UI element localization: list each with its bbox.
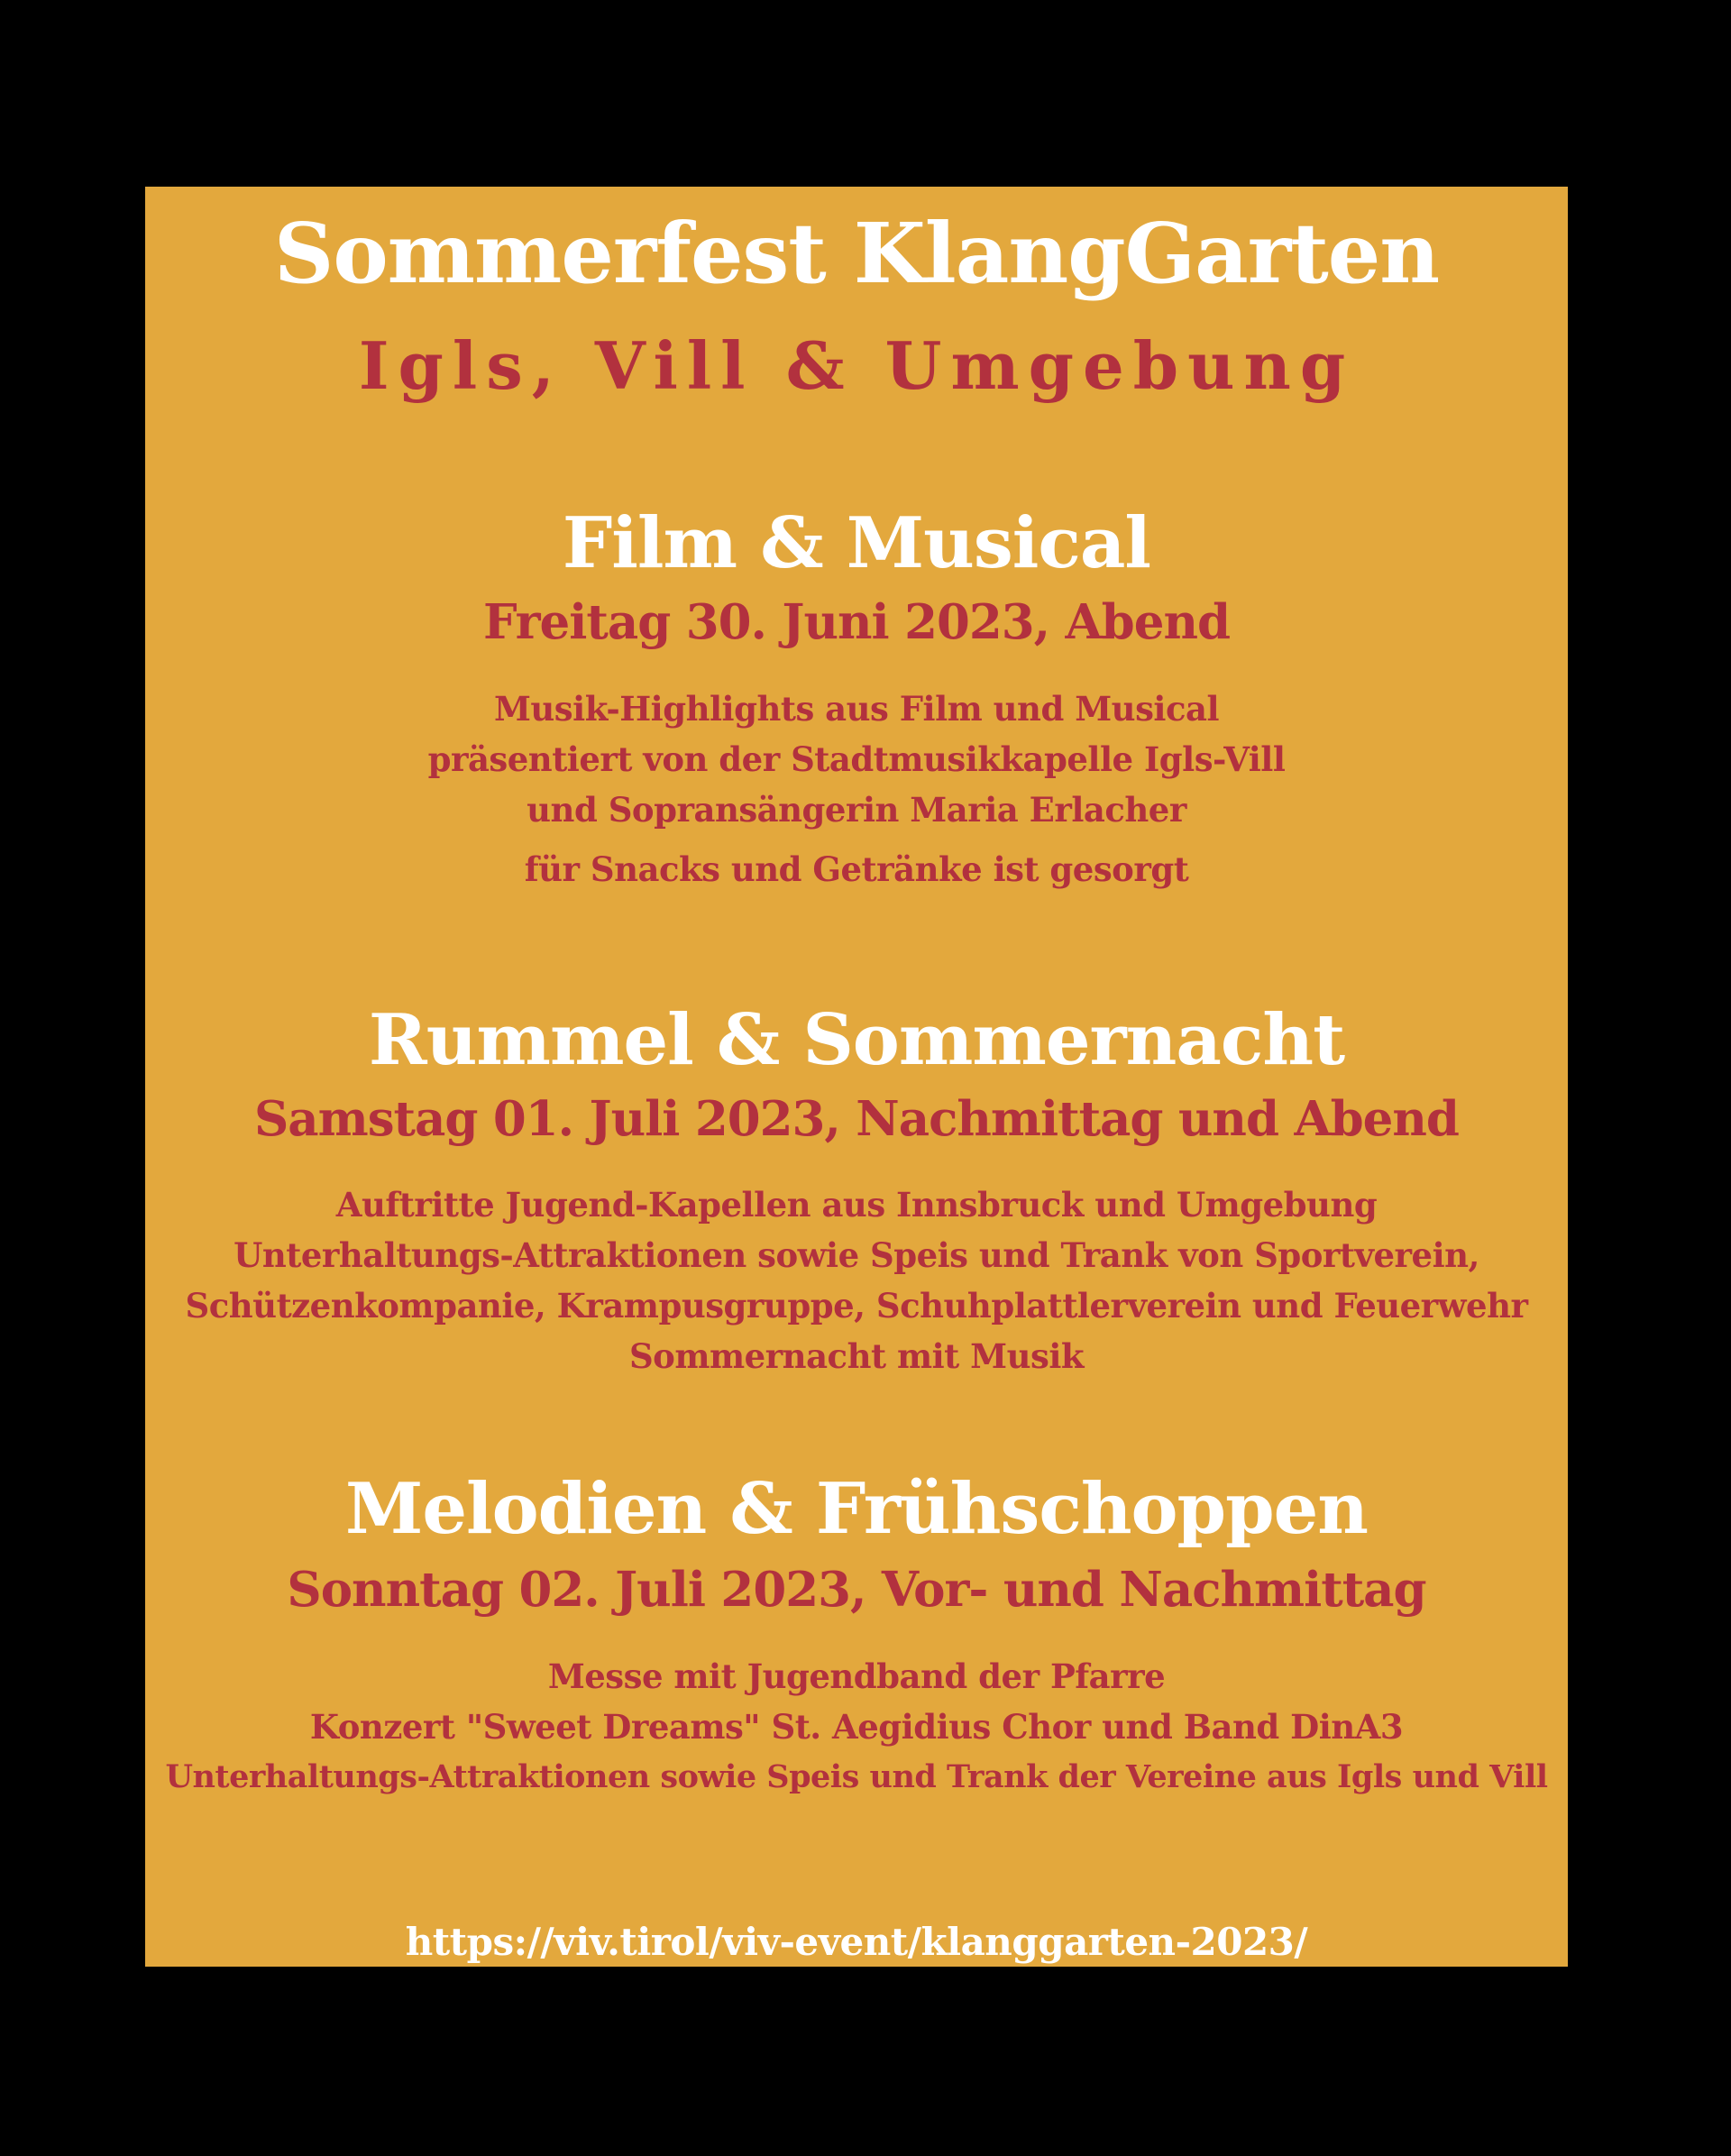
event-url-link[interactable]: https://viv.tirol/viv-event/klanggarten-2023/ [405, 1920, 1308, 1964]
section-note: für Snacks und Getränke ist gesorgt [524, 849, 1189, 889]
section-description-line: Unterhaltungs-Attraktionen sowie Speis und Trank der Vereine aus Igls und Vill [165, 1758, 1548, 1795]
section-description-line: präsentiert von der Stadtmusikkapelle Igls-Vill [427, 739, 1286, 779]
section-date-sunday: Sonntag 02. Juli 2023, Vor- und Nachmittag [287, 1562, 1426, 1618]
section-description-line: und Sopransängerin Maria Erlacher [527, 790, 1186, 830]
section-description-line: Auftritte Jugend-Kapellen aus Innsbruck und Umgebung [335, 1185, 1378, 1225]
section-title-melodien-fruehschoppen: Melodien & Frühschoppen [345, 1468, 1368, 1550]
section-date-friday: Freitag 30. Juni 2023, Abend [482, 594, 1231, 650]
section-description-line: Konzert "Sweet Dreams" St. Aegidius Chor und Band DinA3 [309, 1707, 1404, 1747]
section-description-line: Messe mit Jugendband der Pfarre [547, 1656, 1166, 1696]
section-description-line: Musik-Highlights aus Film und Musical [493, 689, 1220, 729]
section-description-line: Schützenkompanie, Krampusgruppe, Schuhplattlerverein und Feuerwehr [185, 1286, 1528, 1326]
event-poster [145, 187, 1568, 1967]
section-title-rummel-sommernacht: Rummel & Sommernacht [368, 999, 1345, 1081]
section-description-line: Sommernacht mit Musik [628, 1336, 1085, 1376]
section-description-line: Unterhaltungs-Attraktionen sowie Speis und Trank von Sportverein, [234, 1235, 1479, 1275]
poster-title: Sommerfest KlangGarten [273, 205, 1440, 302]
poster-subtitle: Igls, Vill & Umgebung [358, 327, 1355, 404]
section-title-film-musical: Film & Musical [562, 502, 1151, 584]
section-date-saturday: Samstag 01. Juli 2023, Nachmittag und Abend [254, 1091, 1459, 1147]
